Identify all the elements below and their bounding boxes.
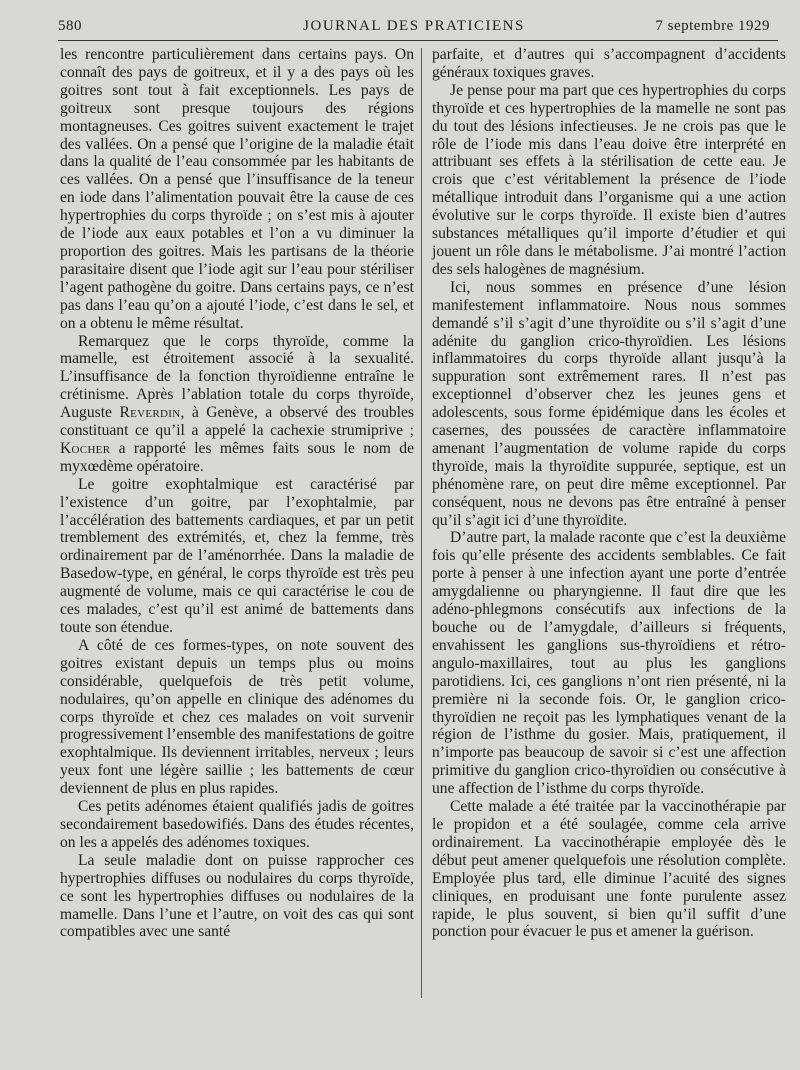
journal-title: JOURNAL DES PRATICIENS: [303, 18, 525, 34]
paragraph: Je pense pour ma part que ces hypertrophies du corps thyroïde et ces hypertrophies de la mamelle ne sont pas du tout des lésions infectieuses. Je ne crois pas que le rôle de l’iode mis dans l’eau doive être interprété en attribuant ses effets à la stérilisation de cette eau. Je crois que c’est véritablement la présence de l’iode métallique introduit dans l’organisme qui a une action évolutive sur le corps thyroïde. Il existe bien d’autres substances métalliques qu’il importe d’étudier et qui jouent un rôle dans le métabolisme. J’ai montré l’action des sels halogènes de magnésium.: [432, 81, 786, 278]
paragraph: les rencontre particulièrement dans certains pays. On connaît des pays de goitreux, et il y a des pays où les goitres sont tout à fait exceptionnels. Les pays de goitreux sont presque toujours des régions montagneuses. Ces goitres suivent exactement le trajet des vallées. On a pensé que l’origine de la maladie était dans la qualité de l’eau consommée par les habitants de ces vallées. On a pensé que l’insuffisance de la teneur en iode dans l’alimentation pouvait être la cause de ces hypertrophies du corps thyroïde ; on s’est mis à ajouter de l’iode aux eaux potables et l’on a vu diminuer la proportion des goitres. Mais les partisans de la théorie parasitaire disent que l’iode agit sur l’eau pour stériliser l’agent pathogène du goitre. Dans certains pays, ce n’est pas dans l’eau qu’on a ajouté l’iode, c’est dans le sel, et on a obtenu le même résultat.: [60, 46, 414, 332]
paragraph: Cette malade a été traitée par la vaccinothérapie par le propidon et a été soulagée, comme cela arrive ordinairement. La vaccinothérapie employée dès le début peut amener quelquefois une résolution complète. Employée plus tard, elle diminue l’acuité des signes cliniques, en produisant une fonte purulente assez rapide, le plus souvent, si bien qu’il suffit d’une ponction pour évacuer le pus et amener la guérison.: [432, 798, 786, 941]
header-rule: [58, 40, 778, 41]
paragraph: Ces petits adénomes étaient qualifiés jadis de goitres secondairement basedowifiés. Dans des études récentes, on les a appelés des adénomes toxiques.: [60, 798, 414, 851]
paragraph: D’autre part, la malade raconte que c’est la deuxième fois qu’elle présente des accidents semblables. Ce fait porte à penser à une infection ayant une porte d’entrée amygdalienne ou pharyngienne. Il faut dire que les adéno-phlegmons consécutifs aux infections de la bouche ou de l’amygdale, d’ailleurs si fréquents, envahissent les ganglions sus-thyroïdiens et rétro-angulo-maxillaires, tout au plus les ganglions parotidiens. Ici, ces ganglions n’ont rien présenté, ni la première ni la seconde fois. Or, le ganglion crico-thyroïdien ne reçoit pas les lymphatiques venant de la région de l’isthme du gosier. Mais, pratiquement, il n’importe pas beaucoup de savoir si c’est une affection primitive du ganglion crico-thyroïdien ou consécutive à une affection de l’isthme du corps thyroïde.: [432, 529, 786, 798]
page-number: 580: [58, 18, 82, 34]
issue-date: 7 septembre 1929: [655, 18, 770, 34]
paragraph: Remarquez que le corps thyroïde, comme la mamelle, est étroitement associé à la sexualité. L’insuffisance de la fonction thyroïdienne entraîne le crétinisme. Après l’ablation totale du corps thyroïde, Auguste Reverdin, à Genève, a observé des troubles constituant ce qu’il a appelé la cachexie strumiprive ; Kocher a rapporté les mêmes faits sous le nom de myxœdème opératoire.: [60, 332, 415, 475]
running-header: [58, 14, 770, 40]
paragraph: Ici, nous sommes en présence d’une lésion manifestement inflammatoire. Nous nous sommes demandé s’il s’agit d’une thyroïdite ou s’il s’agit d’une adénite du ganglion crico-thyroïdien. Les lésions inflammatoires du corps thyroïde allant jusqu’à la suppuration sont extrêmement rares. Il n’est pas exceptionnel d’observer chez les jeunes gens et adolescents, sous forme épidémique dans les écoles et casernes, des poussées de caractère inflammatoire amenant l’augmentation de volume rapide du corps thyroïde, mais la thyroïdite suppurée, septique, est un phénomène rare, on peut dire même exceptionnel. Par conséquent, nous ne devons pas être entraîné à penser qu’il s’agit ici d’une thyroïdite.: [432, 278, 786, 529]
paragraph: La seule maladie dont on puisse rapprocher ces hypertrophies diffuses ou nodulaires du corps thyroïde, ce sont les hypertrophies diffuses ou nodulaires de la mamelle. Dans l’une et l’autre, on voit des cas qui sont compatibles avec une santé: [60, 851, 414, 941]
left-column: [60, 46, 414, 941]
author-name: Kocher: [60, 439, 111, 457]
column-divider: [421, 48, 422, 998]
author-name: Reverdin: [119, 404, 181, 422]
paragraph: parfaite, et d’autres qui s’accompagnent d’accidents généraux toxiques graves.: [432, 46, 786, 81]
paragraph: A côté de ces formes-types, on note souvent des goitres existant depuis un temps plus ou moins considérable, quelquefois de très petit volume, nodulaires, qu’on appelle en clinique des adénomes du corps thyroïde et chez ces malades on voit survenir progressivement l’ensemble des manifestations de goitre exophtalmique. Ils deviennent irritables, nerveux ; leurs yeux font une légère saillie ; les battements de cœur deviennent de plus en plus rapides.: [60, 636, 414, 798]
right-column: [432, 46, 786, 941]
paragraph: Le goitre exophtalmique est caractérisé par l’existence d’un goitre, par l’exophtalmie, par l’accélération des battements cardiaques, et par un petit tremblement des extrémités, et, chez la femme, très ordinairement par de l’aménorrhée. Dans la maladie de Basedow-type, en général, le corps thyroïde est très peu augmenté de volume, mais ce qui caractérise le cou de ces malades, c’est qu’il est animé de battements dans toute son étendue.: [60, 475, 414, 636]
